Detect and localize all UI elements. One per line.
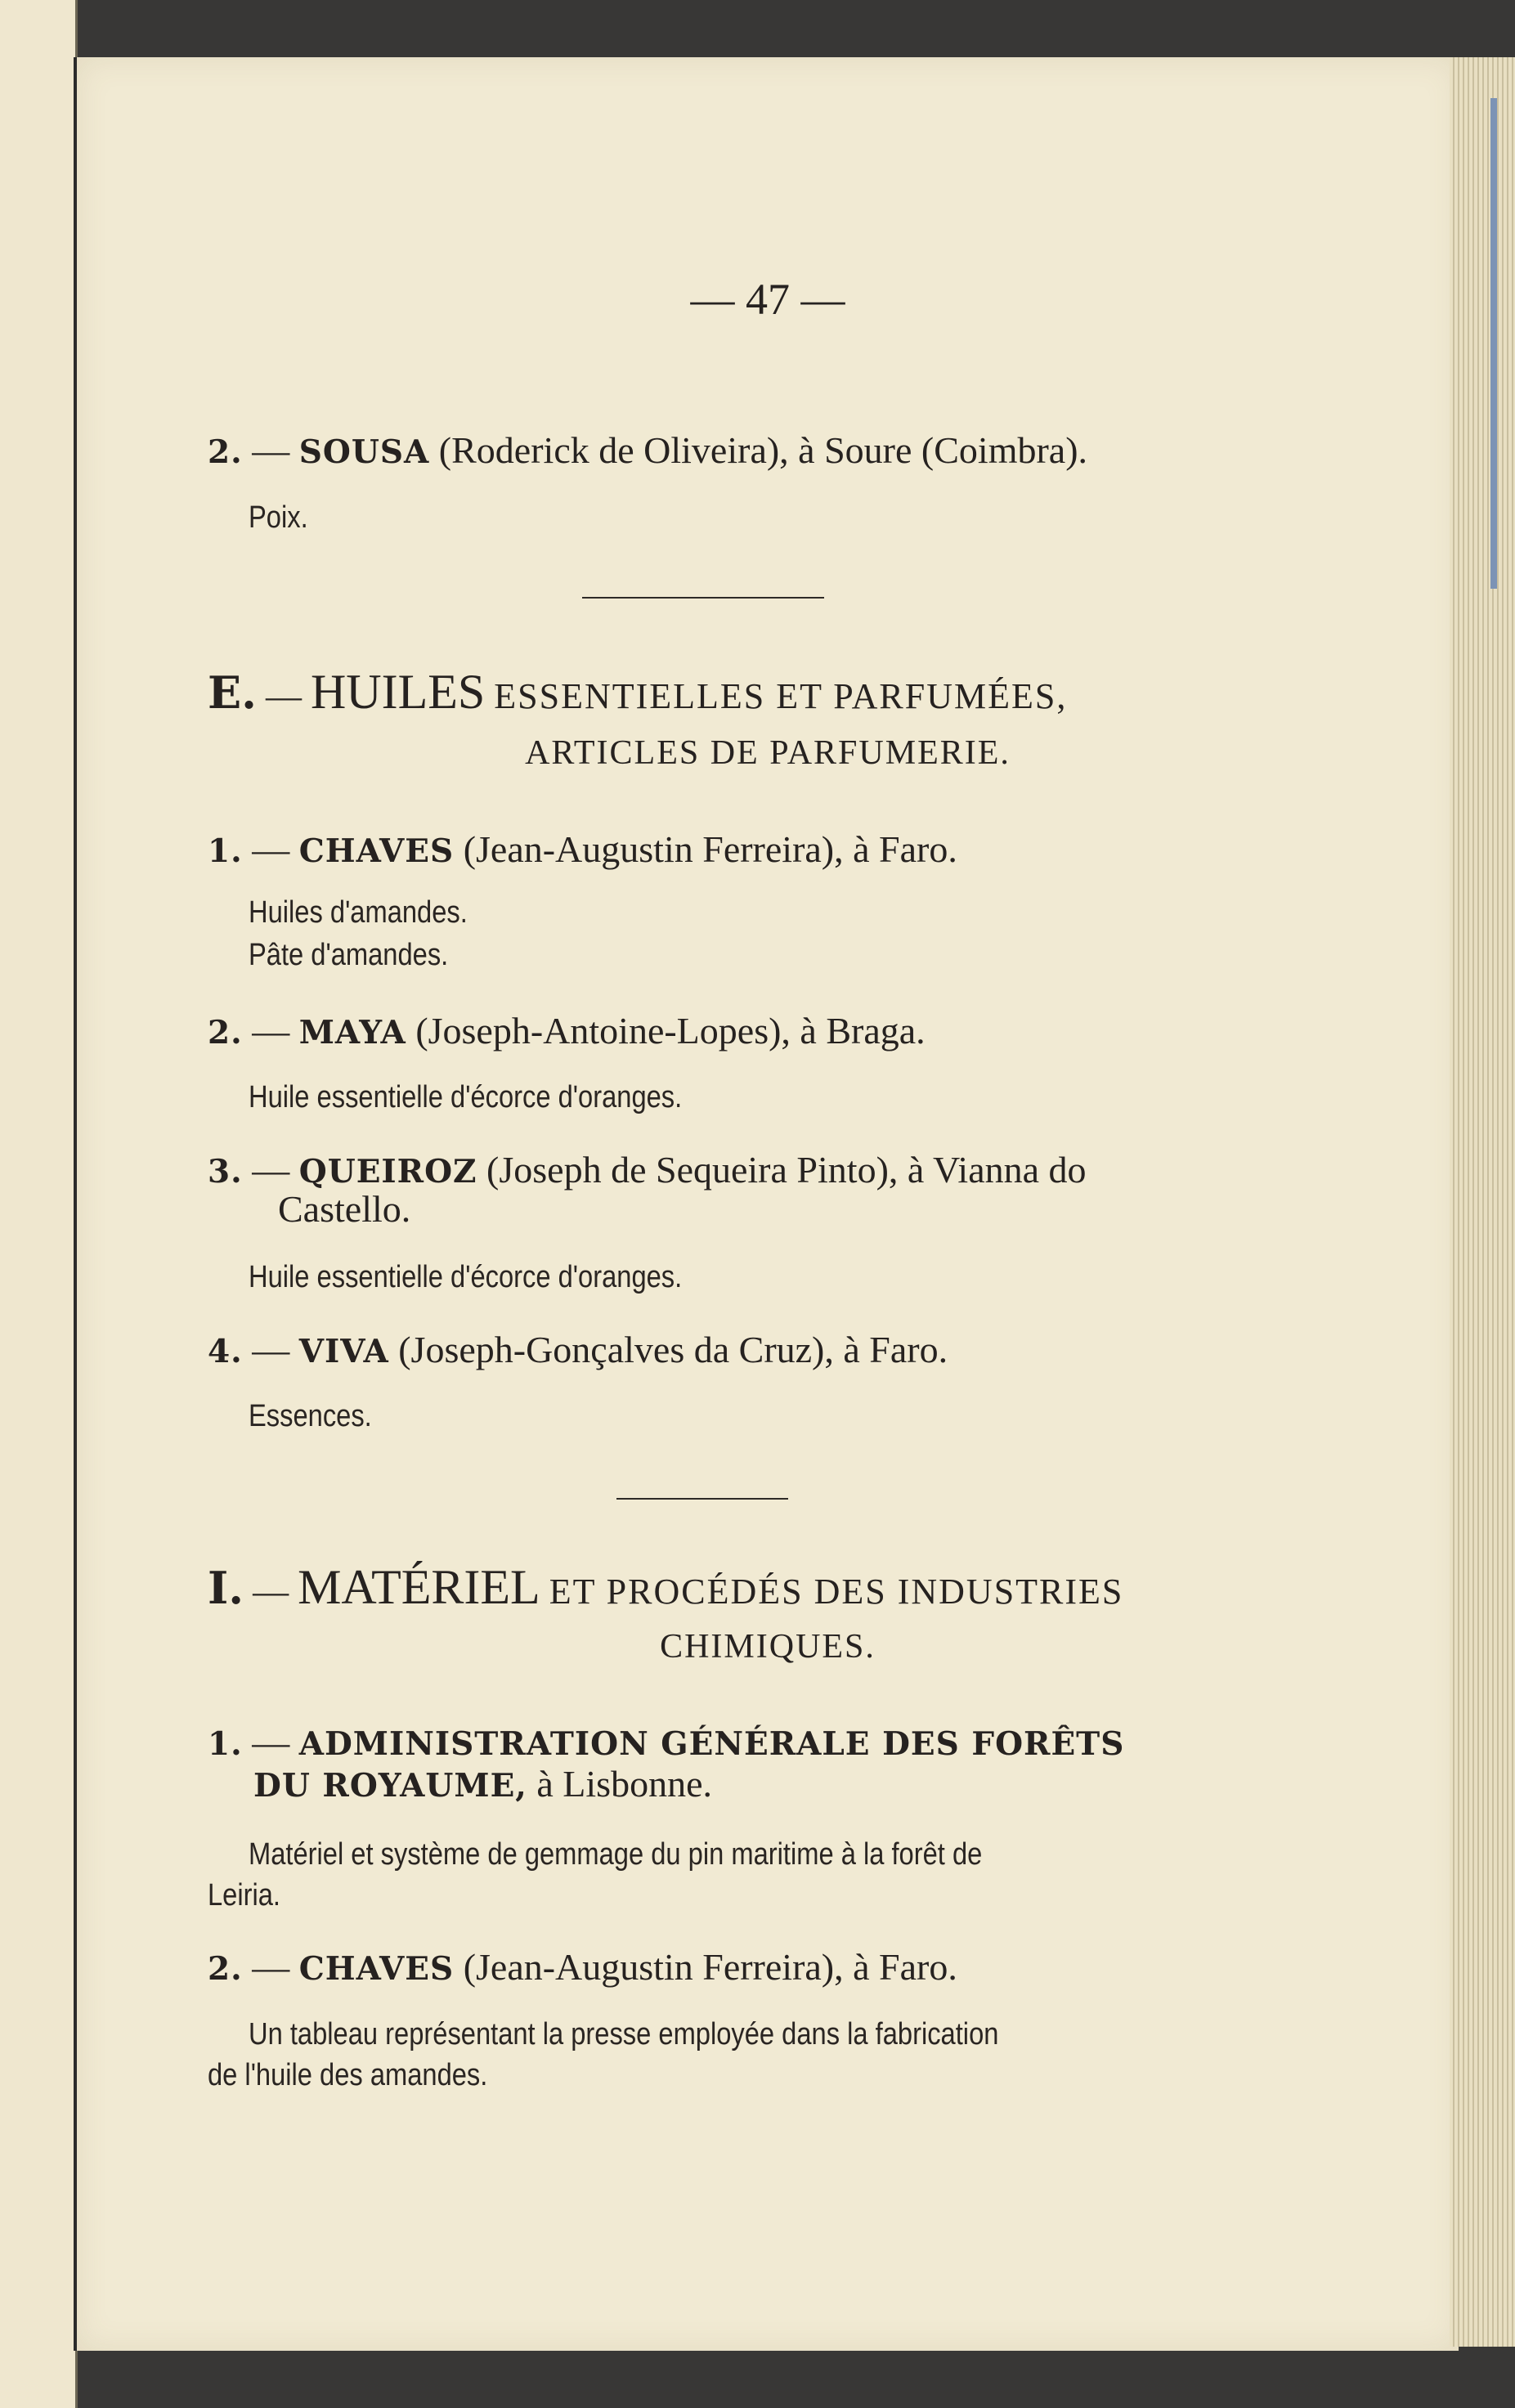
section-e-subtitle: ARTICLES DE PARFUMERIE. [525,734,1011,772]
entry-item: Essences. [249,1399,372,1433]
entry-item: Pâte d'amandes. [249,938,449,972]
entry-location: (Jean-Augustin Ferreira), à Faro. [463,1946,957,1988]
section-title-rest: ET PROCÉDÉS DES INDUSTRIES [549,1572,1124,1612]
entry-location-cont: Castello. [278,1188,411,1230]
entry-dash: — [252,1721,290,1763]
section-title-lead: HUILES [310,665,486,719]
entry-dash: — [252,1010,290,1052]
entry-item: Matériel et système de gemmage du pin maritime à la forêt de [249,1837,983,1872]
entry-name: CHAVES [298,832,455,870]
section-letter: I. [208,1562,244,1614]
entry-dash: — [252,1329,290,1370]
entry-sousa [208,425,1087,478]
entry-dash: — [252,1946,290,1988]
page-content [77,57,1459,2351]
entry-item: Un tableau représentant la presse employée dans la fabrication [249,2017,999,2052]
entry-location: à Lisbonne. [536,1763,713,1805]
entry-location: (Roderick de Oliveira), à Soure (Coimbra). [438,429,1088,471]
page-edges [1450,57,1515,2347]
entry-number: 2. [208,1950,243,1988]
entry-maya [208,1006,926,1058]
section-title-rest: ESSENTIELLES ET PARFUMÉES, [494,676,1068,716]
entry-chaves-2 [208,1942,957,1994]
section-i-heading [208,1562,1123,1617]
bookmark-strip [1490,98,1497,589]
section-i-subtitle: CHIMIQUES. [660,1628,876,1666]
section-dash: — [253,1572,289,1612]
entry-name: VIVA [298,1333,389,1370]
entry-number: 3. [208,1153,243,1191]
page-number: — 47 — [690,275,845,324]
entry-name: QUEIROZ [298,1153,477,1191]
entry-item: Huiles d'amandes. [249,895,468,930]
entry-item: Huile essentielle d'écorce d'oranges. [249,1080,683,1114]
entry-dash: — [252,429,290,471]
entry-name: CHAVES [298,1950,455,1988]
entry-name-cont [253,1762,712,1805]
entry-chaves [208,824,957,877]
section-dash: — [265,676,302,716]
entry-location: (Jean-Augustin Ferreira), à Faro. [463,828,957,870]
section-letter: E. [208,666,257,719]
book-page [74,57,1459,2351]
entry-viva [208,1325,948,1377]
section-title-lead: MATÉRIEL [298,1560,540,1614]
entry-dash: — [252,1149,290,1191]
entry-name: SOUSA [298,433,430,471]
entry-number: 1. [208,1725,243,1763]
entry-item: Huile essentielle d'écorce d'oranges. [249,1260,683,1294]
book-spine [0,0,78,2408]
entry-item: Leiria. [208,1878,281,1912]
entry-location: (Joseph-Antoine-Lopes), à Braga. [415,1010,926,1052]
entry-number: 4. [208,1333,243,1370]
entry-name: DU ROYAUME, [253,1767,527,1805]
entry-number: 1. [208,832,243,870]
section-rule [582,597,824,599]
entry-number: 2. [208,1014,243,1052]
entry-number: 2. [208,433,243,471]
entry-location: (Joseph-Gonçalves da Cruz), à Faro. [398,1329,948,1370]
section-rule [616,1498,788,1500]
entry-item: de l'huile des amandes. [208,2058,488,2092]
entry-location: (Joseph de Sequeira Pinto), à Vianna do [486,1149,1087,1191]
section-e-heading [208,666,1067,722]
entry-name: ADMINISTRATION GÉNÉRALE DES FORÊTS [298,1725,1125,1763]
entry-item: Poix. [249,500,308,535]
entry-dash: — [252,828,290,870]
entry-name: MAYA [298,1014,406,1052]
